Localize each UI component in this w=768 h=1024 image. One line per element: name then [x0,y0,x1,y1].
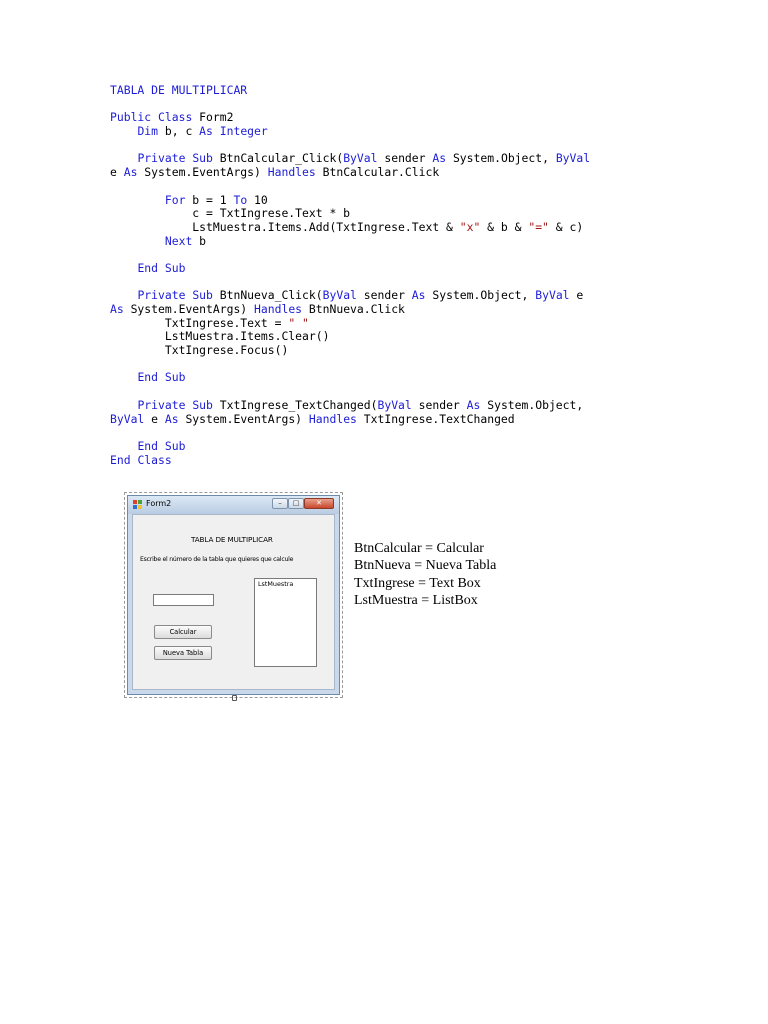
close-icon: ✕ [316,499,322,507]
resize-handle[interactable] [232,695,237,701]
code-text: LstMuestra.Items.Clear() [110,329,330,344]
minimize-button[interactable] [272,498,288,509]
code-line [110,166,670,180]
code-keyword: For [164,192,186,207]
code-text [110,370,137,384]
code-keyword: ByVal [555,151,591,166]
code-keyword: Sub [192,288,213,303]
code-keyword: End [137,370,159,385]
code-keyword: Private [137,288,186,303]
code-text: TxtIngrese.Focus() [110,343,289,358]
code-line [110,371,670,385]
code-line [110,235,670,249]
window-title: Form2 [146,499,172,508]
code-line [110,125,670,139]
code-line [110,413,670,427]
code-keyword: Sub [164,370,186,385]
code-keyword: As [466,397,481,412]
code-keyword: ByVal [377,397,412,412]
code-text: BtnCalcular_Click( [212,151,344,166]
code-keyword: ByVal [110,411,145,426]
txtingrese-input[interactable] [153,594,214,606]
legend-item-txtingrese: TxtIngrese = Text Box [354,575,481,591]
code-text [110,398,137,412]
code-keyword: End [110,452,131,467]
close-button[interactable] [304,498,334,509]
legend-item-calcular: BtnCalcular = Calcular [354,541,484,556]
minimize-icon: – [278,499,282,507]
code-keyword: As [432,151,447,166]
code-listing [110,84,670,467]
code-keyword: As [411,288,426,303]
code-text: TxtIngrese.TextChanged [356,411,515,426]
code-text: TxtIngrese.Text = [110,315,289,330]
code-keyword: ByVal [343,151,378,166]
code-line [110,358,670,372]
code-text: & c) [548,219,584,234]
code-string: "=" [528,219,549,234]
code-text: System.Object, [446,151,556,166]
code-keyword: Next [164,233,193,248]
code-text [151,110,158,124]
code-text [110,439,137,453]
code-line [110,344,670,358]
code-text: sender [411,397,467,412]
code-keyword: Handles [254,302,303,316]
code-keyword: Sub [192,397,213,412]
code-text: c = TxtIngrese.Text * b [110,206,351,221]
code-keyword: Private [137,397,186,412]
code-line [110,139,670,153]
code-text: BtnCalcular.Click [315,165,440,180]
code-line [110,385,670,399]
code-text: System.Object, [480,397,584,412]
maximize-button[interactable] [288,498,304,509]
code-keyword: Dim [137,124,159,139]
code-line [110,426,670,440]
code-text: System.Object, [425,288,536,303]
code-keyword: End [137,438,159,453]
nueva-tabla-button[interactable]: Nueva Tabla [154,646,212,660]
code-line [110,454,670,468]
legend-item-nueva: BtnNueva = Nueva Tabla [354,558,497,574]
code-text [110,124,137,138]
lstmuestra-listbox[interactable] [254,578,317,667]
code-text: BtnNueva_Click( [212,288,323,303]
code-keyword: ByVal [535,288,570,303]
code-text [110,234,165,248]
code-line [110,194,670,208]
code-text [213,124,220,138]
code-text: b, c [158,124,200,139]
code-text: BtnNueva.Click [302,302,405,316]
code-line [110,289,670,303]
form-screenshot [124,492,343,698]
code-text: LstMuestra.Items.Add(TxtIngrese.Text & [110,219,460,234]
code-line [110,440,670,454]
code-line [110,330,670,344]
code-keyword: As [110,302,124,316]
code-line [110,152,670,166]
code-text [158,370,165,384]
code-text: System.EventArgs) [123,302,255,316]
code-line [110,248,670,262]
window-titlebar [128,496,339,514]
code-keyword: Handles [308,411,357,426]
code-text [158,439,165,453]
app-icon [133,500,143,510]
code-keyword: Sub [164,260,186,275]
code-keyword: Sub [164,438,186,453]
code-line [110,276,670,290]
code-line [110,262,670,276]
code-string: "x" [459,219,481,234]
code-keyword: Integer [219,124,268,139]
code-text: e [569,288,584,303]
code-text: System.EventArgs) [178,411,309,426]
code-text: e [144,411,165,426]
listbox-label: LstMuestra [258,580,294,588]
code-text: e [110,165,124,180]
code-string: " " [288,315,309,330]
code-keyword: As [164,411,179,426]
code-keyword: Public [110,110,152,125]
code-line [110,84,670,98]
code-keyword: As [123,165,138,180]
control-legend [354,540,496,609]
code-text: Form2 [192,110,234,125]
code-keyword: To [233,192,248,207]
code-line [110,98,670,112]
code-keyword: End [137,260,159,275]
code-line [110,180,670,194]
code-text [110,288,137,302]
code-line [110,221,670,235]
code-text [158,261,165,275]
code-text [110,261,137,275]
code-text: 10 [247,192,268,207]
legend-item-lstmuestra: LstMuestra = ListBox [354,592,478,608]
code-keyword: Class [137,452,172,467]
code-text [110,151,137,165]
code-text: b [192,233,207,248]
code-text: sender [356,288,412,303]
code-line [110,111,670,125]
code-keyword: ByVal [322,288,357,303]
maximize-icon: □ [292,499,300,507]
code-keyword: TABLA DE MULTIPLICAR [110,83,248,97]
code-text: sender [377,151,433,166]
code-text [110,193,165,207]
form-heading: TABLA DE MULTIPLICAR [191,535,273,544]
code-line [110,303,670,317]
code-text: TxtIngrese_TextChanged( [212,397,378,412]
form-window [127,495,340,695]
code-line [110,399,670,413]
code-keyword: Private [137,151,186,166]
code-line [110,207,670,221]
form-prompt: Escribe el número de la tabla que quieres que calcule [140,556,294,563]
code-keyword: Sub [192,151,213,166]
code-text: & b & [480,219,529,234]
calcular-button[interactable]: Calcular [154,625,212,639]
form-client-area [132,514,335,690]
code-text: System.EventArgs) [137,165,268,180]
code-line [110,317,670,331]
code-keyword: Handles [267,165,316,180]
code-text: b = 1 [185,192,234,207]
code-keyword: As [199,124,213,139]
code-keyword: Class [158,110,193,125]
